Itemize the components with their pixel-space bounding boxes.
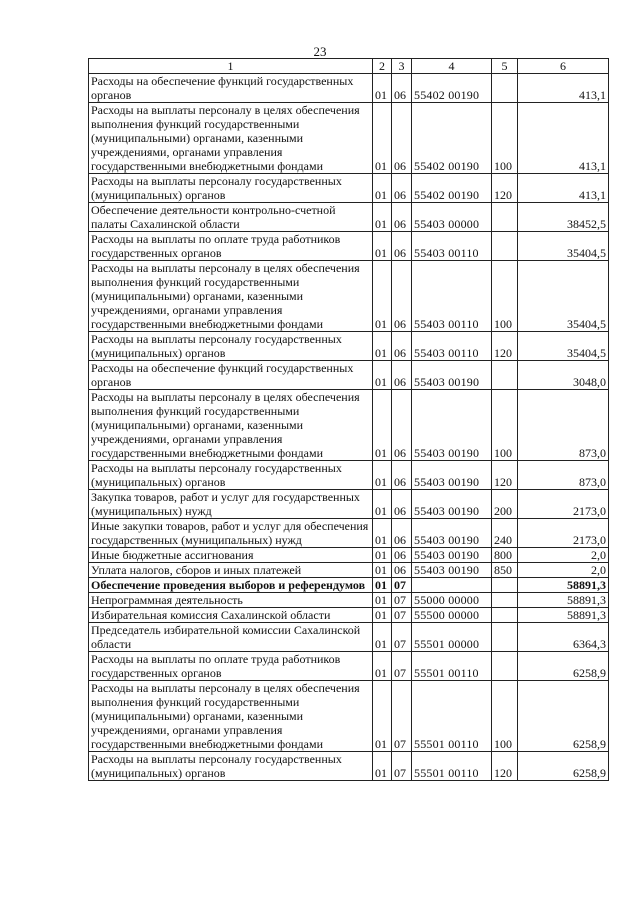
row-subsection-code: 06: [392, 103, 412, 174]
row-expense-type: 850: [492, 563, 518, 578]
row-subsection-code: 06: [392, 203, 412, 232]
row-target-article: [412, 578, 492, 593]
budget-table: [88, 58, 609, 781]
row-expense-type: 120: [492, 752, 518, 781]
table-header-row: [89, 59, 609, 74]
row-section-code: 01: [373, 490, 392, 519]
header-cell: 2: [373, 59, 392, 74]
table-row: [89, 490, 609, 519]
row-section-code: 01: [373, 752, 392, 781]
row-target-article: 55500 00000: [412, 608, 492, 623]
row-section-code: 01: [373, 461, 392, 490]
row-name: Уплата налогов, сборов и иных платежей: [89, 563, 373, 578]
row-section-code: 01: [373, 593, 392, 608]
row-expense-type: [492, 623, 518, 652]
row-section-code: 01: [373, 519, 392, 548]
row-amount: 2173,0: [518, 519, 609, 548]
row-amount: 3048,0: [518, 361, 609, 390]
row-amount: 58891,3: [518, 593, 609, 608]
row-target-article: 55403 00110: [412, 232, 492, 261]
row-target-article: 55403 00110: [412, 332, 492, 361]
row-subsection-code: 06: [392, 261, 412, 332]
row-subsection-code: 06: [392, 174, 412, 203]
row-subsection-code: 07: [392, 681, 412, 752]
row-amount: 873,0: [518, 461, 609, 490]
row-subsection-code: 06: [392, 361, 412, 390]
row-section-code: 01: [373, 623, 392, 652]
row-target-article: 55403 00110: [412, 261, 492, 332]
row-target-article: 55403 00000: [412, 203, 492, 232]
row-subsection-code: 06: [392, 519, 412, 548]
row-expense-type: [492, 652, 518, 681]
row-target-article: 55000 00000: [412, 593, 492, 608]
row-amount: 873,0: [518, 390, 609, 461]
row-expense-type: [492, 74, 518, 103]
row-expense-type: 200: [492, 490, 518, 519]
table-row: [89, 652, 609, 681]
table-row: [89, 103, 609, 174]
row-amount: 2,0: [518, 548, 609, 563]
row-target-article: 55402 00190: [412, 174, 492, 203]
table-row: [89, 261, 609, 332]
row-expense-type: 120: [492, 461, 518, 490]
table-row: [89, 548, 609, 563]
row-name: Расходы на выплаты персоналу государственных (муниципальных) органов: [89, 332, 373, 361]
row-subsection-code: 06: [392, 548, 412, 563]
row-target-article: 55403 00190: [412, 361, 492, 390]
header-cell: 1: [89, 59, 373, 74]
row-expense-type: [492, 578, 518, 593]
row-subsection-code: 06: [392, 232, 412, 261]
row-expense-type: [492, 232, 518, 261]
table-row: [89, 623, 609, 652]
table-row: [89, 752, 609, 781]
row-name: Расходы на выплаты персоналу государственных (муниципальных) органов: [89, 752, 373, 781]
row-target-article: 55402 00190: [412, 74, 492, 103]
row-section-code: 01: [373, 261, 392, 332]
row-name: Закупка товаров, работ и услуг для государственных (муниципальных) нужд: [89, 490, 373, 519]
table-row: [89, 578, 609, 593]
row-target-article: 55501 00110: [412, 681, 492, 752]
row-amount: 2173,0: [518, 490, 609, 519]
row-subsection-code: 07: [392, 578, 412, 593]
row-subsection-code: 07: [392, 752, 412, 781]
row-target-article: 55403 00190: [412, 490, 492, 519]
row-name: Расходы на выплаты персоналу в целях обеспечения выполнения функций государственными (муниципальными) органами, казенными учреждениями, органами управления государственными внебюджетными фондами: [89, 390, 373, 461]
row-name: Непрограммная деятельность: [89, 593, 373, 608]
table-row: [89, 608, 609, 623]
header-cell: 5: [492, 59, 518, 74]
row-section-code: 01: [373, 681, 392, 752]
header-cell: 3: [392, 59, 412, 74]
row-expense-type: 100: [492, 681, 518, 752]
table-row: [89, 203, 609, 232]
row-amount: 6258,9: [518, 681, 609, 752]
row-amount: 413,1: [518, 103, 609, 174]
row-section-code: 01: [373, 203, 392, 232]
row-expense-type: [492, 203, 518, 232]
row-expense-type: 100: [492, 261, 518, 332]
row-expense-type: 100: [492, 103, 518, 174]
row-section-code: 01: [373, 608, 392, 623]
table-body: [89, 74, 609, 781]
row-section-code: 01: [373, 232, 392, 261]
row-name: Расходы на выплаты персоналу государственных (муниципальных) органов: [89, 174, 373, 203]
row-expense-type: 120: [492, 332, 518, 361]
row-target-article: 55402 00190: [412, 103, 492, 174]
row-expense-type: 800: [492, 548, 518, 563]
table-row: [89, 390, 609, 461]
row-target-article: 55403 00190: [412, 390, 492, 461]
row-name: Расходы на обеспечение функций государственных органов: [89, 74, 373, 103]
row-amount: 413,1: [518, 74, 609, 103]
row-name: Расходы на выплаты персоналу в целях обеспечения выполнения функций государственными (муниципальными) органами, казенными учреждениями, органами управления государственными внебюджетными фондами: [89, 261, 373, 332]
row-target-article: 55403 00190: [412, 563, 492, 578]
row-section-code: 01: [373, 361, 392, 390]
row-amount: 2,0: [518, 563, 609, 578]
page-number: 23: [313, 44, 327, 59]
row-target-article: 55501 00000: [412, 623, 492, 652]
table-row: [89, 563, 609, 578]
row-target-article: 55403 00190: [412, 461, 492, 490]
row-name: Иные бюджетные ассигнования: [89, 548, 373, 563]
row-expense-type: 100: [492, 390, 518, 461]
row-subsection-code: 06: [392, 490, 412, 519]
table-row: [89, 593, 609, 608]
table-row: [89, 361, 609, 390]
row-name: Обеспечение проведения выборов и референдумов: [89, 578, 373, 593]
row-name: Избирательная комиссия Сахалинской области: [89, 608, 373, 623]
row-section-code: 01: [373, 103, 392, 174]
row-section-code: 01: [373, 548, 392, 563]
row-section-code: 01: [373, 74, 392, 103]
table-row: [89, 232, 609, 261]
row-subsection-code: 07: [392, 593, 412, 608]
row-subsection-code: 07: [392, 608, 412, 623]
row-amount: 58891,3: [518, 608, 609, 623]
header-cell: 6: [518, 59, 609, 74]
row-amount: 35404,5: [518, 332, 609, 361]
row-amount: 6258,9: [518, 752, 609, 781]
table-row: [89, 332, 609, 361]
row-name: Расходы на выплаты персоналу в целях обеспечения выполнения функций государственными (муниципальными) органами, казенными учреждениями, органами управления государственными внебюджетными фондами: [89, 103, 373, 174]
row-name: Расходы на выплаты по оплате труда работников государственных органов: [89, 652, 373, 681]
row-expense-type: 240: [492, 519, 518, 548]
table-row: [89, 681, 609, 752]
row-name: Председатель избирательной комиссии Сахалинской области: [89, 623, 373, 652]
row-section-code: 01: [373, 174, 392, 203]
row-amount: 35404,5: [518, 261, 609, 332]
row-section-code: 01: [373, 578, 392, 593]
row-name: Расходы на обеспечение функций государственных органов: [89, 361, 373, 390]
row-amount: 38452,5: [518, 203, 609, 232]
table-row: [89, 461, 609, 490]
row-section-code: 01: [373, 652, 392, 681]
table-row: [89, 74, 609, 103]
header-cell: 4: [412, 59, 492, 74]
row-section-code: 01: [373, 563, 392, 578]
table-row: [89, 519, 609, 548]
row-target-article: 55403 00190: [412, 548, 492, 563]
row-subsection-code: 07: [392, 652, 412, 681]
row-name: Расходы на выплаты по оплате труда работников государственных органов: [89, 232, 373, 261]
row-name: Расходы на выплаты персоналу государственных (муниципальных) органов: [89, 461, 373, 490]
row-subsection-code: 06: [392, 332, 412, 361]
row-subsection-code: 06: [392, 74, 412, 103]
row-target-article: 55501 00110: [412, 652, 492, 681]
row-amount: 58891,3: [518, 578, 609, 593]
row-expense-type: 120: [492, 174, 518, 203]
row-section-code: 01: [373, 332, 392, 361]
row-amount: 6364,3: [518, 623, 609, 652]
row-name: Расходы на выплаты персоналу в целях обеспечения выполнения функций государственными (муниципальными) органами, казенными учреждениями, органами управления государственными внебюджетными фондами: [89, 681, 373, 752]
row-name: Иные закупки товаров, работ и услуг для обеспечения государственных (муниципальных) нужд: [89, 519, 373, 548]
row-expense-type: [492, 361, 518, 390]
row-subsection-code: 06: [392, 563, 412, 578]
row-expense-type: [492, 593, 518, 608]
row-section-code: 01: [373, 390, 392, 461]
row-amount: 35404,5: [518, 232, 609, 261]
row-expense-type: [492, 608, 518, 623]
table-row: [89, 174, 609, 203]
row-subsection-code: 07: [392, 623, 412, 652]
row-subsection-code: 06: [392, 461, 412, 490]
row-subsection-code: 06: [392, 390, 412, 461]
row-amount: 6258,9: [518, 652, 609, 681]
row-target-article: 55403 00190: [412, 519, 492, 548]
row-target-article: 55501 00110: [412, 752, 492, 781]
row-amount: 413,1: [518, 174, 609, 203]
row-name: Обеспечение деятельности контрольно-счетной палаты Сахалинской области: [89, 203, 373, 232]
